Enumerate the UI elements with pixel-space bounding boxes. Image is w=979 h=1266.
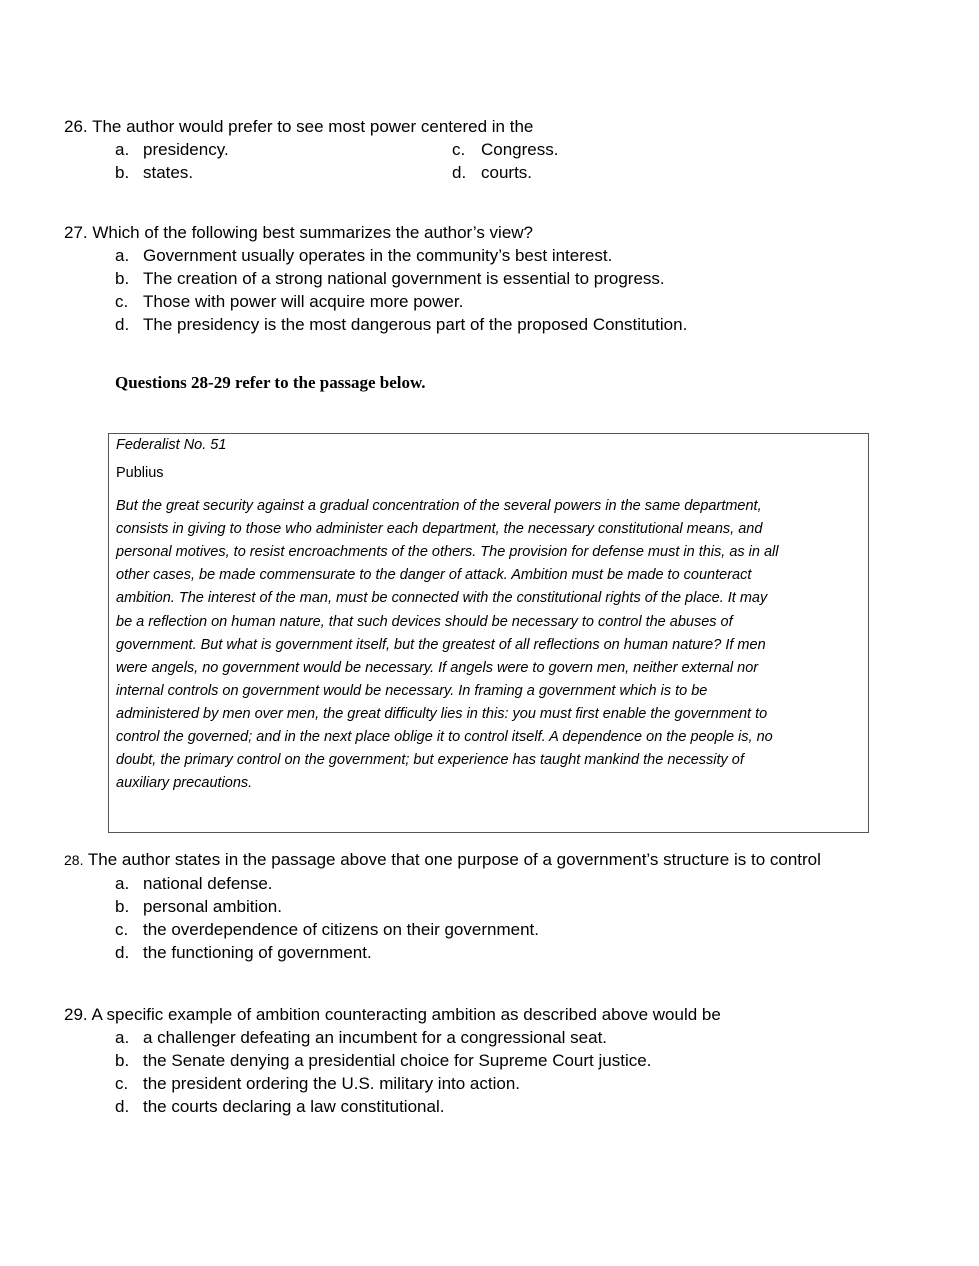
passage-line: doubt, the primary control on the government; but experience has taught mankind the necessity of xyxy=(116,752,744,769)
passage-line: consists in giving to those who administer each department, the necessary constitutional means, and xyxy=(116,521,763,538)
option-letter: c. xyxy=(115,920,129,939)
option-letter: d. xyxy=(115,315,130,334)
option-d: courts. xyxy=(481,163,533,182)
passage-line: personal motives, to resist encroachments of the others. The provision for defense must in this, as in all xyxy=(116,544,779,561)
question-number: 28. xyxy=(64,852,84,868)
passage-line: government. But what is government itself, but the greatest of all reflections on human nature? If men xyxy=(116,636,766,653)
option-letter: d. xyxy=(452,163,467,182)
option-b xyxy=(64,1049,721,1072)
option-c xyxy=(64,918,821,941)
option-b: states. xyxy=(143,163,194,182)
question-number: 29. xyxy=(64,1005,88,1024)
option-text: The presidency is the most dangerous part of the proposed Constitution. xyxy=(143,315,688,334)
option-letter: a. xyxy=(115,1028,130,1047)
passage-line: were angels, no government would be necessary. If angels were to govern men, neither external nor xyxy=(116,659,759,676)
section-header: Questions 28-29 refer to the passage below. xyxy=(115,373,426,392)
passage-line: internal controls on government would be necessary. In framing a government which is to be xyxy=(116,682,708,699)
option-b xyxy=(64,267,665,290)
option-c: Congress. xyxy=(481,140,559,159)
option-text: the functioning of government. xyxy=(143,943,372,962)
option-letter: a. xyxy=(115,246,130,265)
option-text: Government usually operates in the community’s best interest. xyxy=(143,246,613,265)
passage-line: auxiliary precautions. xyxy=(116,775,253,792)
option-letter: a. xyxy=(115,140,130,159)
option-b xyxy=(64,895,821,918)
passage-line: ambition. The interest of the man, must be connected with the constitutional rights of the place. It may xyxy=(116,590,768,607)
passage-line: be a reflection on human nature, that such devices should be necessary to control the abuses of xyxy=(116,613,733,630)
passage-line: But the great security against a gradual concentration of the several powers in the same department, xyxy=(116,498,762,514)
option-letter: d. xyxy=(115,943,130,962)
passage-line: other cases, be made commensurate to the danger of attack. Ambition must be made to counteract xyxy=(116,567,752,584)
option-c xyxy=(64,290,533,313)
option-letter: c. xyxy=(452,140,466,159)
option-text: the Senate denying a presidential choice for Supreme Court justice. xyxy=(143,1051,652,1070)
option-letter: b. xyxy=(115,897,130,916)
option-letter: b. xyxy=(115,269,130,288)
option-d xyxy=(64,313,688,336)
passage-title: Federalist No. 51 xyxy=(116,437,227,453)
option-d xyxy=(64,1095,721,1118)
question-stem: The author states in the passage above that one purpose of a government’s structure is to control xyxy=(87,850,821,869)
question-stem: Which of the following best summarizes the author’s view? xyxy=(92,223,534,242)
option-text: national defense. xyxy=(143,874,273,893)
option-letter: a. xyxy=(115,874,130,893)
option-a: presidency. xyxy=(143,140,229,159)
option-text: The creation of a strong national government is essential to progress. xyxy=(143,269,665,288)
option-letter: b. xyxy=(115,1051,130,1070)
option-row xyxy=(64,138,559,161)
passage-line: control the governed; and in the next place oblige it to control itself. A dependence on the people is, no xyxy=(116,729,773,745)
passage-line: administered by men over men, the great difficulty lies in this: you must first enable the government to xyxy=(116,705,768,722)
option-c xyxy=(64,1072,721,1095)
option-d xyxy=(64,941,821,964)
question-number: 27. xyxy=(64,223,88,242)
option-text: the president ordering the U.S. military into action. xyxy=(143,1074,521,1093)
option-a xyxy=(64,244,613,267)
option-a xyxy=(64,1026,721,1049)
option-text: the overdependence of citizens on their government. xyxy=(143,920,539,939)
option-letter: d. xyxy=(115,1097,130,1116)
passage-box xyxy=(108,433,869,833)
option-text: a challenger defeating an incumbent for a congressional seat. xyxy=(143,1028,608,1047)
question-stem: A specific example of ambition counteracting ambition as described above would be xyxy=(91,1005,721,1024)
question-26 xyxy=(64,115,559,184)
question-29 xyxy=(64,1003,721,1118)
option-letter: c. xyxy=(115,1074,129,1093)
passage-author: Publius xyxy=(116,465,164,481)
option-letter: c. xyxy=(115,292,129,311)
option-letter: b. xyxy=(115,163,130,182)
option-text: personal ambition. xyxy=(143,897,282,916)
question-28 xyxy=(64,848,821,964)
option-a xyxy=(64,872,821,895)
option-row xyxy=(64,161,533,184)
option-text: Those with power will acquire more power. xyxy=(143,292,464,311)
question-stem: The author would prefer to see most power centered in the xyxy=(92,117,534,136)
question-27 xyxy=(64,221,688,336)
question-number: 26. xyxy=(64,117,88,136)
option-text: the courts declaring a law constitutional. xyxy=(143,1097,445,1116)
